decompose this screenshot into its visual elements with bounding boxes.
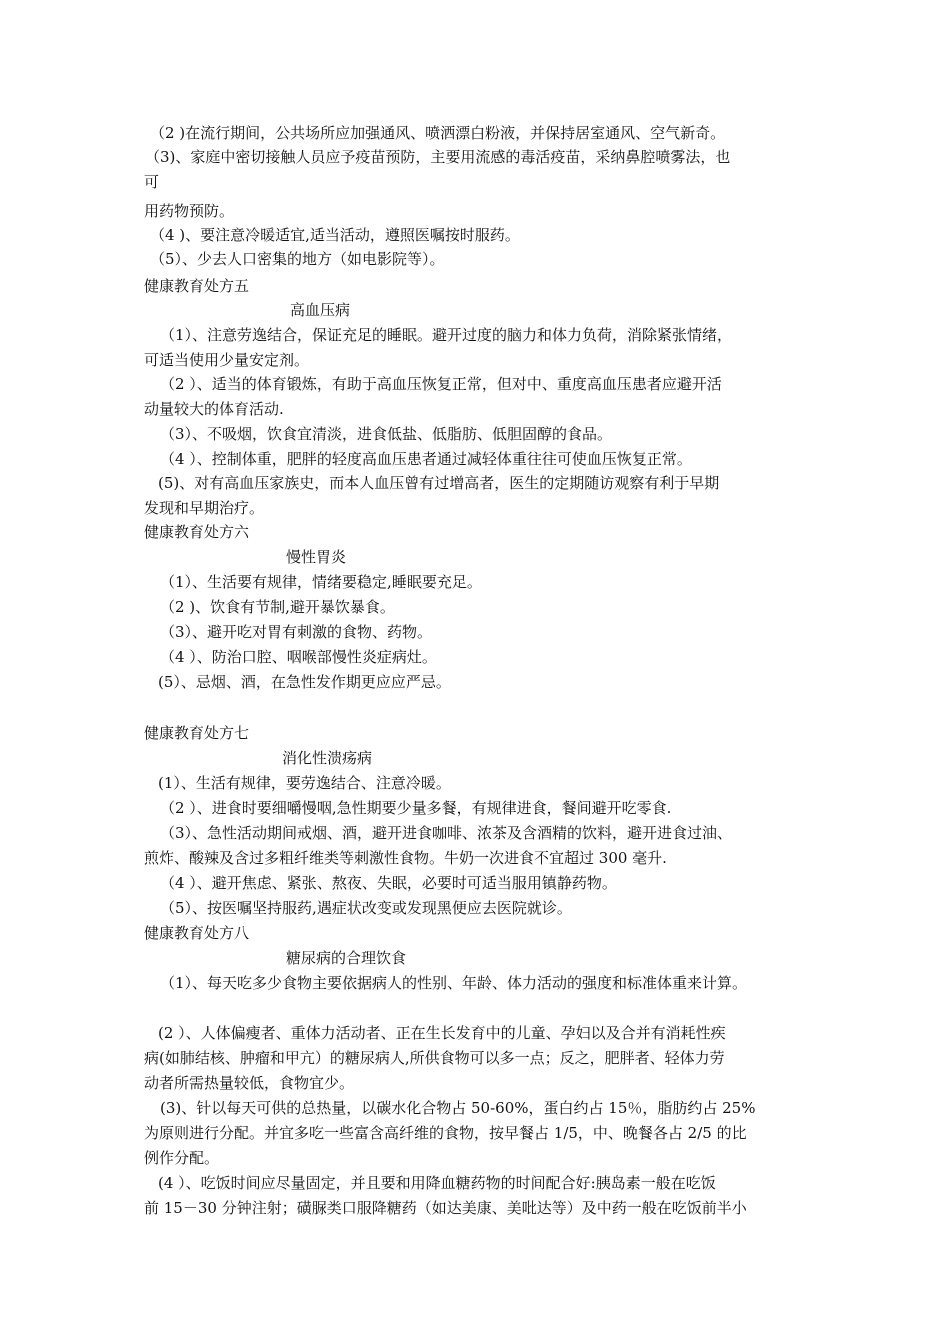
text-line: （5）、按医嘱坚持服药,遇症状改变或发现黑便应去医院就诊。	[160, 899, 572, 917]
text-line: （3）、避开吃对胃有刺激的食物、药物。	[160, 623, 433, 641]
text-line: 为原则进行分配。并宜多吃一些富含高纤维的食物，按早餐占 1/5，中、晚餐各占 2/5 的比	[144, 1124, 747, 1142]
text-line: 前 15－30 分钟注射；磺脲类口服降糖药（如达美康、美吡达等）及中药一般在吃饭前半小	[144, 1199, 747, 1217]
section-heading: 健康教育处方六	[144, 523, 250, 541]
text-line: （4 ）、控制体重，肥胖的轻度高血压患者通过减轻体重往往可使血压恢复正常。	[160, 450, 692, 468]
section-heading: 健康教育处方八	[144, 924, 250, 942]
section-subtitle: 慢性胃炎	[286, 548, 347, 566]
text-line: 煎炸、酸辣及含过多粗纤维类等刺激性食物。牛奶一次进食不宜超过 300 毫升.	[144, 849, 667, 867]
section-heading: 健康教育处方七	[144, 724, 250, 742]
text-line: 动者所需热量较低，食物宜少。	[144, 1074, 355, 1092]
text-line: 用药物预防。	[144, 202, 235, 220]
text-line: 可适当使用少量安定剂。	[144, 351, 310, 369]
text-line: （3）、急性活动期间戒烟、酒，避开进食咖啡、浓茶及含酒精的饮料，避开进食过油、	[160, 824, 733, 842]
text-line: (5）、忌烟、酒，在急性发作期更应应严忌。	[158, 673, 451, 691]
text-line: （4 ）、防治口腔、咽喉部慢性炎症病灶。	[160, 648, 437, 666]
text-line: 例作分配。	[144, 1149, 220, 1167]
text-line: （1）、生活要有规律，情绪要稳定,睡眠要充足。	[160, 573, 482, 591]
text-line: (4 ）、吃饭时间应尽量固定，并且要和用降血糖药物的时间配合好:胰岛素一般在吃饭	[158, 1174, 716, 1192]
text-line: （2 ）、适当的体育锻炼，有助于高血压恢复正常，但对中、重度高血压患者应避开活	[160, 375, 722, 393]
text-line: （4 ）、避开焦虑、紧张、熬夜、失眠，必要时可适当服用镇静药物。	[160, 874, 617, 892]
section-subtitle: 高血压病	[290, 301, 351, 319]
text-line: （2 ）、进食时要细嚼慢咽,急性期要少量多餐，有规律进食，餐间避开吃零食.	[160, 799, 672, 817]
text-line: （1）、每天吃多少食物主要依据病人的性别、年龄、体力活动的强度和标准体重来计算。	[160, 974, 748, 992]
text-line: （2 )、饮食有节制,避开暴饮暴食。	[160, 598, 395, 616]
text-line: （3）、不吸烟，饮食宜清淡，进食低盐、低脂肪、低胆固醇的食品。	[160, 425, 613, 443]
text-line: (1）、生活有规律，要劳逸结合、注意冷暖。	[158, 774, 451, 792]
section-heading: 健康教育处方五	[144, 277, 250, 295]
text-line: （5）、少去人口密集的地方（如电影院等）。	[150, 250, 445, 268]
text-line: 病(如肺结核、肿瘤和甲亢）的糖尿病人,所供食物可以多一点；反之，肥胖者、轻体力劳	[144, 1049, 725, 1067]
text-line: （2 )在流行期间，公共场所应加强通风、喷洒漂白粉液，并保持居室通风、空气新奇。	[150, 124, 726, 142]
text-line: (5)、对有高血压家族史，而本人血压曾有过增高者，医生的定期随访观察有利于早期	[158, 474, 720, 492]
text-line: (3)、针以每天可供的总热量，以碳水化合物占 50-60%，蛋白约占 15％，脂肪约占 25%	[160, 1099, 756, 1117]
text-line: （4 )、要注意冷暖适宜,适当活动，遵照医嘱按时服药。	[150, 226, 520, 244]
section-subtitle: 糖尿病的合理饮食	[286, 949, 407, 967]
text-line: （3)、家庭中密切接触人员应予疫苗预防，主要用流感的毒活疫苗，采纳鼻腔喷雾法，也	[145, 148, 731, 166]
text-line: 发现和早期治疗。	[144, 499, 265, 517]
text-line: 可	[144, 173, 160, 191]
text-line: 动量较大的体育活动.	[144, 400, 284, 418]
text-line: (2 ）、人体偏瘦者、重体力活动者、正在生长发育中的儿童、孕妇以及合并有消耗性疾	[158, 1024, 726, 1042]
section-subtitle: 消化性溃疡病	[282, 749, 373, 767]
text-line: （1）、注意劳逸结合，保证充足的睡眠。避开过度的脑力和体力负荷，消除紧张情绪，	[160, 326, 733, 344]
